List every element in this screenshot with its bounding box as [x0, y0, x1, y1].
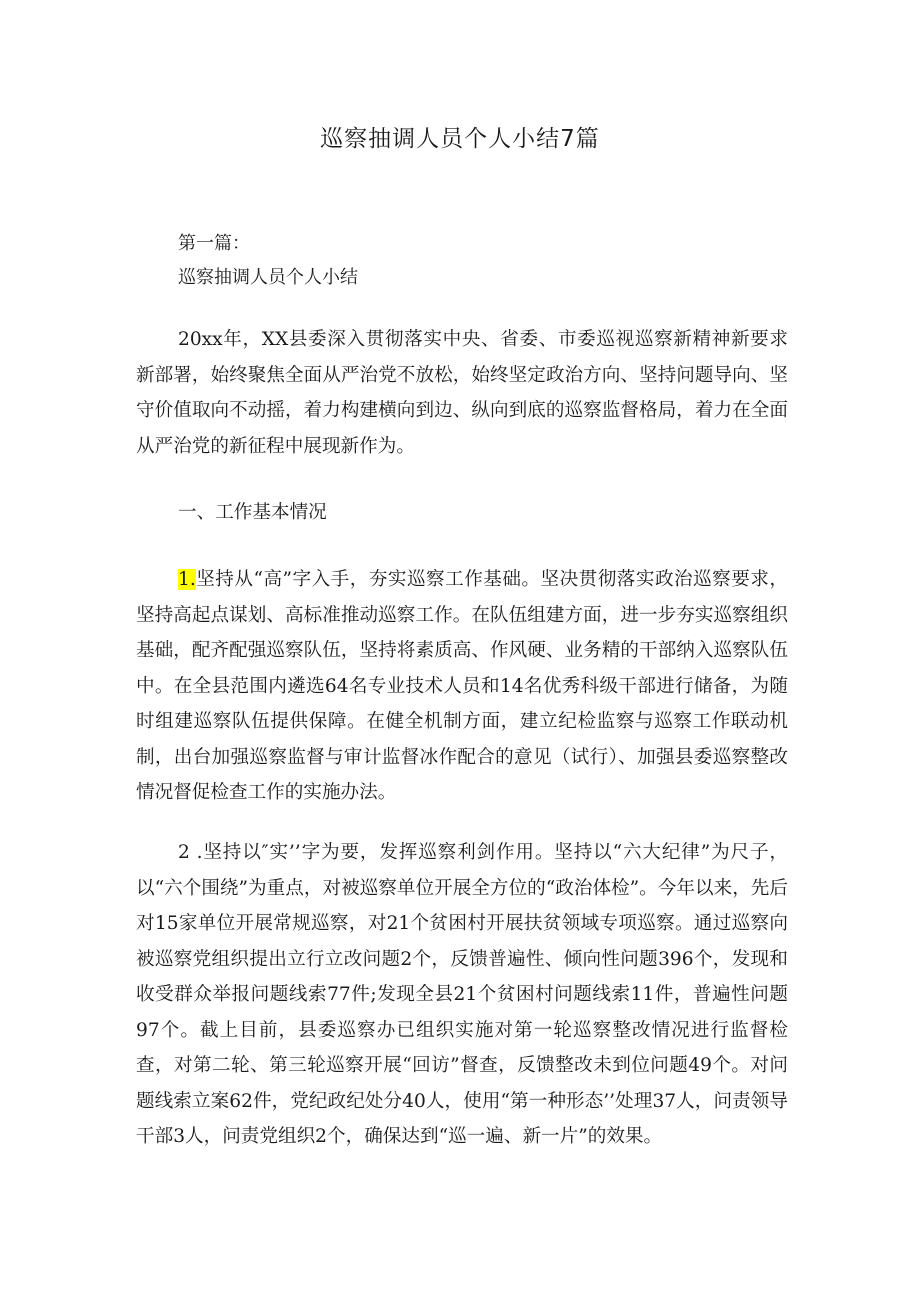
item-1-paragraph — [136, 562, 788, 811]
intro-paragraph: 20xx年，XX县委深入贯彻落实中央、省委、市委巡视巡察新精神新要求新部署，始终聚焦全面从严治党不放松，始终坚定政治方向、坚持问题导向、坚守价值取向不动摇，着力构建横向到边、纵向到底的巡察监督格局，着力在全面从严治党的新征程中展现新作为。 — [136, 329, 788, 457]
highlighted-number: 1. — [178, 569, 196, 590]
item-2-paragraph: 2 .坚持以″实’’字为要，发挥巡察利剑作用。坚持以“六大纪律”为尺子，以“六个围绕”为重点，对被巡察单位开展全方位的“政治体检”。今年以来，先后对15家单位开展常规巡察，对21个贫困村开展扶贫领域专项巡察。通过巡察向被巡察党组织提出立行立改问题2个，反馈普遍性、倾向性问题396个，发现和收受群众举报问题线索77件;发现全县21个贫困村问题线索11件，普遍性问题97个。截上目前，县委巡察办已组织实施对第一轮巡察整改情况进行监督检查，对第二轮、第三轮巡察开展“回访”督查，反馈整改未到位问题49个。对问题线索立案62件，党纪政纪处分40人，使用“第一种形态’’处理37人，问责领导干部3人，问责党组织2个，确保达到“巡一遍、新一片”的效果。 — [136, 842, 788, 1147]
part-label: 第一篇： — [178, 233, 250, 254]
section-heading: 一、工作基本情况 — [178, 502, 327, 523]
part-title: 巡察抽调人员个人小结 — [178, 267, 358, 288]
page-title: 巡察抽调人员个人小结7篇 — [320, 126, 600, 152]
item-1-text: 坚持从“高”字入手，夯实巡察工作基础。坚决贯彻落实政治巡察要求，坚持高起点谋划、高标准推动巡察工作。在队伍组建方面，进一步夯实巡察组织基础，配齐配强巡察队伍，坚持将素质高、作风硬、业务精的干部纳入巡察队伍中。在全县范围内遴选64名专业技术人员和14名优秀科级干部进行储备，为随时组建巡察队伍提供保障。在健全机制方面，建立纪检监察与巡察工作联动机制，出台加强巡察监督与审计监督冰作配合的意见（试行）、加强县委巡察整改情况督促检查工作的实施办法。 — [136, 569, 788, 803]
